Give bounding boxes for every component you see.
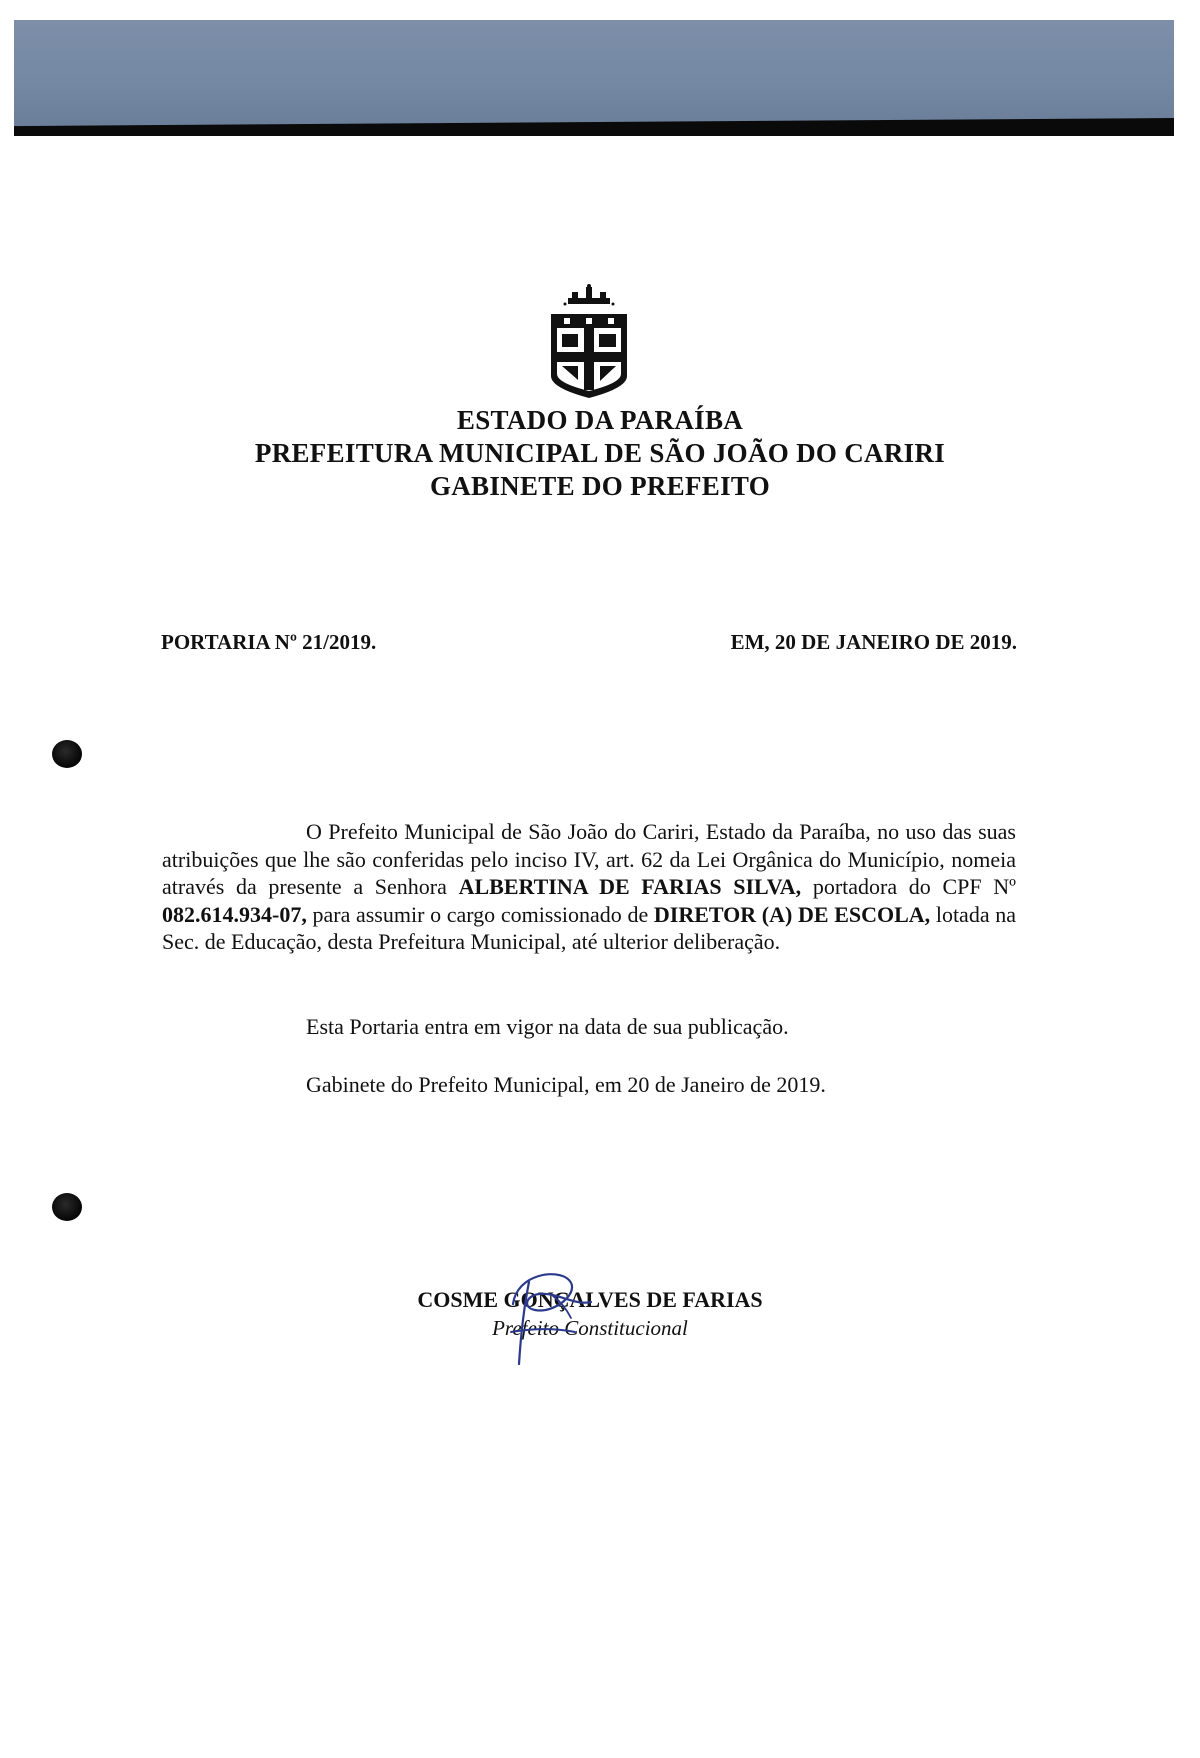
appointment-intro: O Prefeito Municipal de São João do Cariri, Estado da Paraíba, no uso das suas atribuições que lhe são conferidas pelo inciso IV, art. 62 da Lei Orgânica do Município, nomeia através da presente a Senhora xyxy=(162,819,1016,899)
scanner-top-band xyxy=(14,20,1174,128)
cargo-title: DIRETOR (A) DE ESCOLA, xyxy=(653,901,931,927)
portaria-number: PORTARIA Nº 21/2019. xyxy=(161,630,377,654)
issuance-statement: Gabinete do Prefeito Municipal, em 20 de Janeiro de 2019. xyxy=(306,1072,826,1097)
cargo-intro: para assumir o cargo comissionado de xyxy=(306,901,654,927)
punch-hole-top xyxy=(52,740,82,768)
signer-title: Prefeito Constitucional xyxy=(492,1316,688,1340)
punch-hole-bottom xyxy=(52,1193,82,1221)
signer-name: COSME GONÇALVES DE FARIAS xyxy=(417,1287,763,1312)
handwritten-signature xyxy=(495,1262,605,1372)
appointment-paragraph xyxy=(162,818,1016,956)
header-municipality: PREFEITURA MUNICIPAL DE SÃO JOÃO DO CARIRI xyxy=(254,438,946,468)
municipal-crest-icon xyxy=(548,284,630,402)
appointment-closing: lotada na Sec. de Educação, desta Prefeitura Municipal, até ulterior deliberação. xyxy=(162,901,1017,954)
effective-date-statement: Esta Portaria entra em vigor na data de sua publicação. xyxy=(306,1014,789,1039)
header-office: GABINETE DO PREFEITO xyxy=(429,471,771,501)
header-state: ESTADO DA PARAÍBA xyxy=(456,405,744,435)
portaria-date: EM, 20 DE JANEIRO DE 2019. xyxy=(730,630,1017,654)
appointee-name: ALBERTINA DE FARIAS SILVA, xyxy=(458,874,802,899)
document-header xyxy=(0,404,1200,503)
cpf-label: portadora do CPF Nº xyxy=(801,874,1016,899)
cpf-number: 082.614.934-07, xyxy=(162,901,307,927)
